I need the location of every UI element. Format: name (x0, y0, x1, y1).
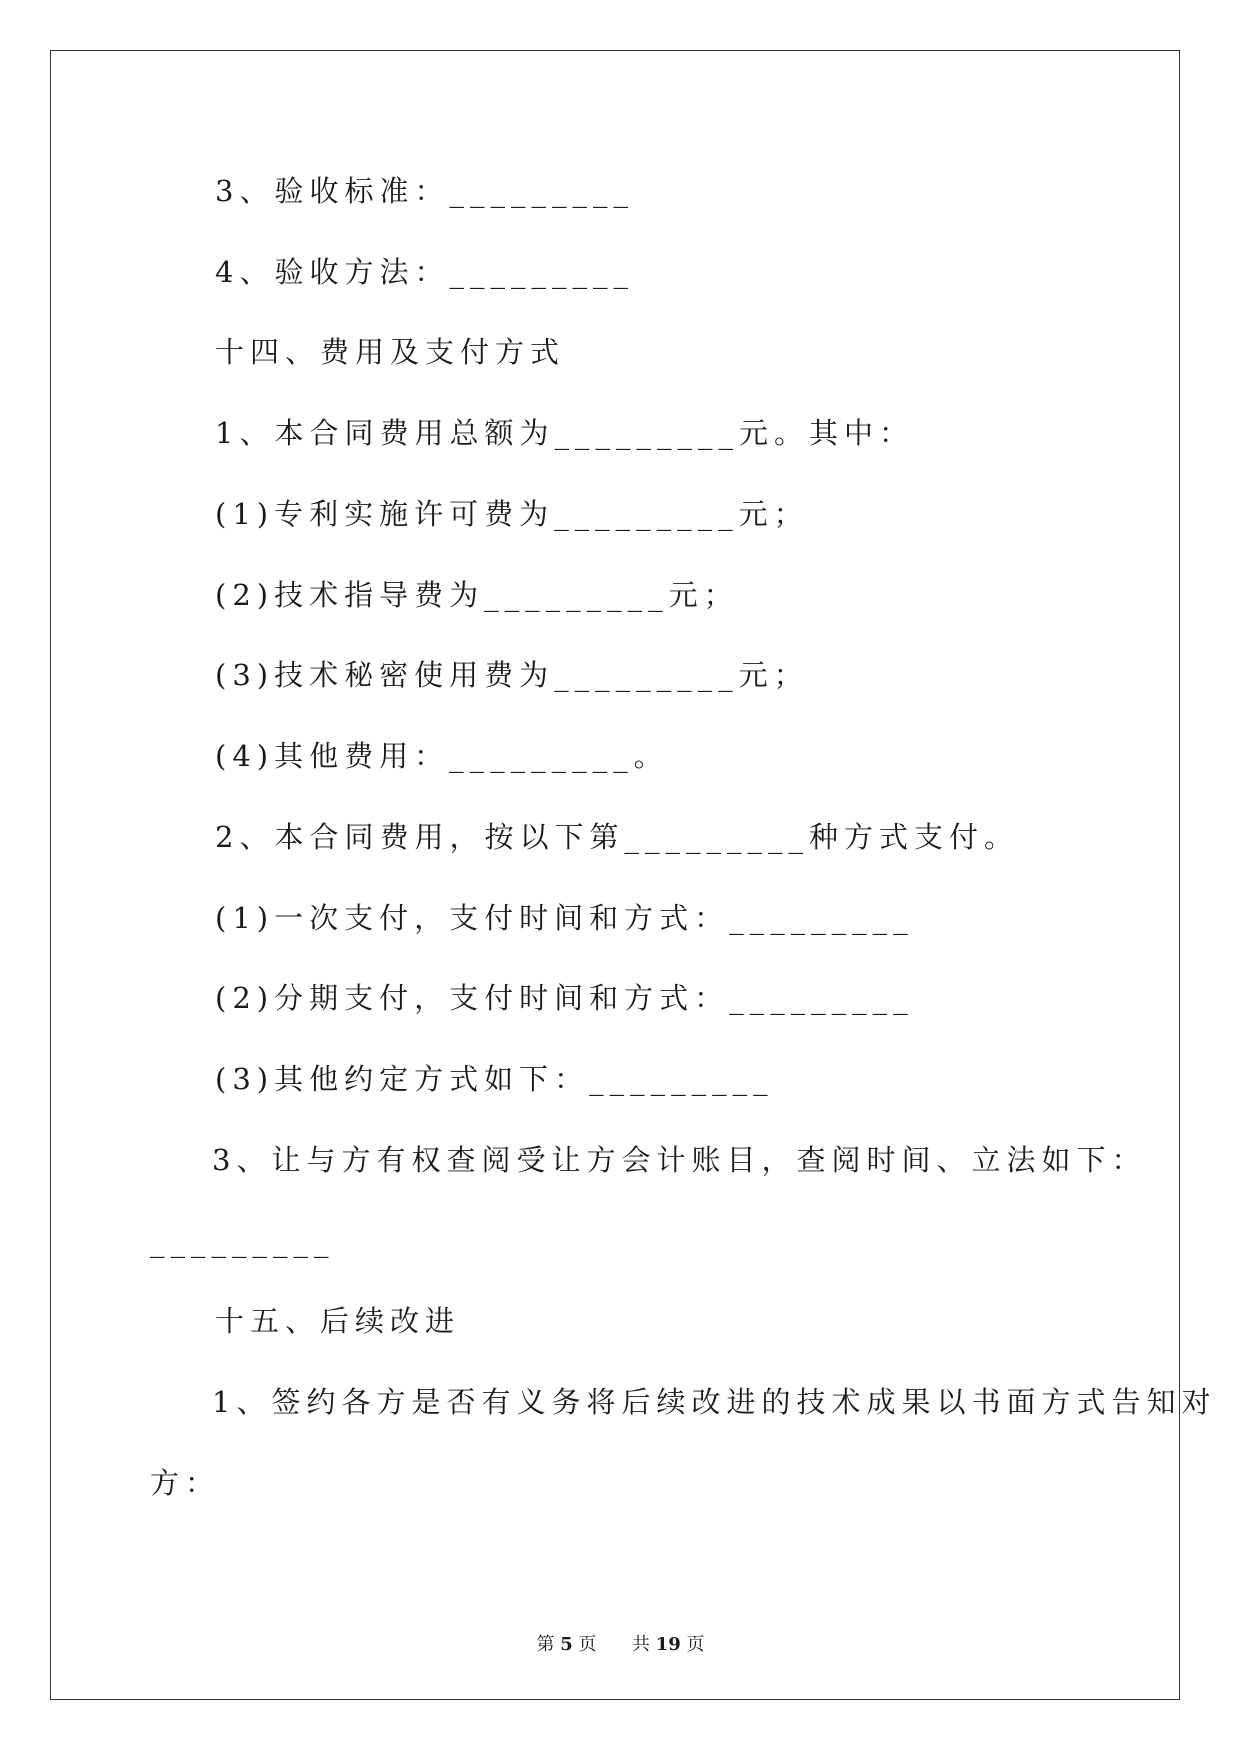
clause-patent-license-fee: (1)专利实施许可费为_________元； (215, 497, 809, 531)
page-border (50, 50, 1180, 1700)
section-heading-improvements: 十五、后续改进 (215, 1304, 461, 1338)
clause-account-inspection-blank: _________ (150, 1224, 335, 1258)
clause-installment-payment: (2)分期支付，支付时间和方式：_________ (215, 981, 914, 1015)
footer-page-suffix: 页 (578, 1634, 597, 1655)
clause-improvement-notice-cont: 方： (150, 1466, 221, 1500)
clause-account-inspection: 3、让与方有权查阅受让方会计账目，查阅时间、立法如下： (212, 1143, 1147, 1177)
clause-trade-secret-fee: (3)技术秘密使用费为_________元； (215, 658, 809, 692)
footer-page-prefix: 第 (536, 1634, 555, 1655)
page-footer (0, 1630, 1241, 1656)
clause-technical-guidance-fee: (2)技术指导费为_________元； (215, 578, 739, 612)
clause-acceptance-method: 4、验收方法：_________ (215, 255, 634, 289)
clause-acceptance-standard: 3、验收标准：_________ (215, 174, 634, 208)
footer-total-prefix: 共 (631, 1634, 650, 1655)
footer-page-number: 5 (560, 1634, 573, 1655)
section-heading-fees: 十四、费用及支付方式 (215, 335, 566, 369)
clause-other-payment: (3)其他约定方式如下：_________ (215, 1062, 774, 1096)
clause-improvement-notice: 1、签约各方是否有义务将后续改进的技术成果以书面方式告知对 (212, 1385, 1217, 1419)
footer-total-suffix: 页 (686, 1634, 705, 1655)
clause-total-fee: 1、本合同费用总额为_________元。其中： (215, 416, 914, 450)
clause-payment-method: 2、本合同费用，按以下第_________种方式支付。 (215, 820, 1019, 854)
clause-lump-sum-payment: (1)一次支付，支付时间和方式：_________ (215, 901, 914, 935)
footer-total-pages: 19 (655, 1634, 681, 1655)
clause-other-fees: (4)其他费用：_________。 (215, 739, 669, 773)
